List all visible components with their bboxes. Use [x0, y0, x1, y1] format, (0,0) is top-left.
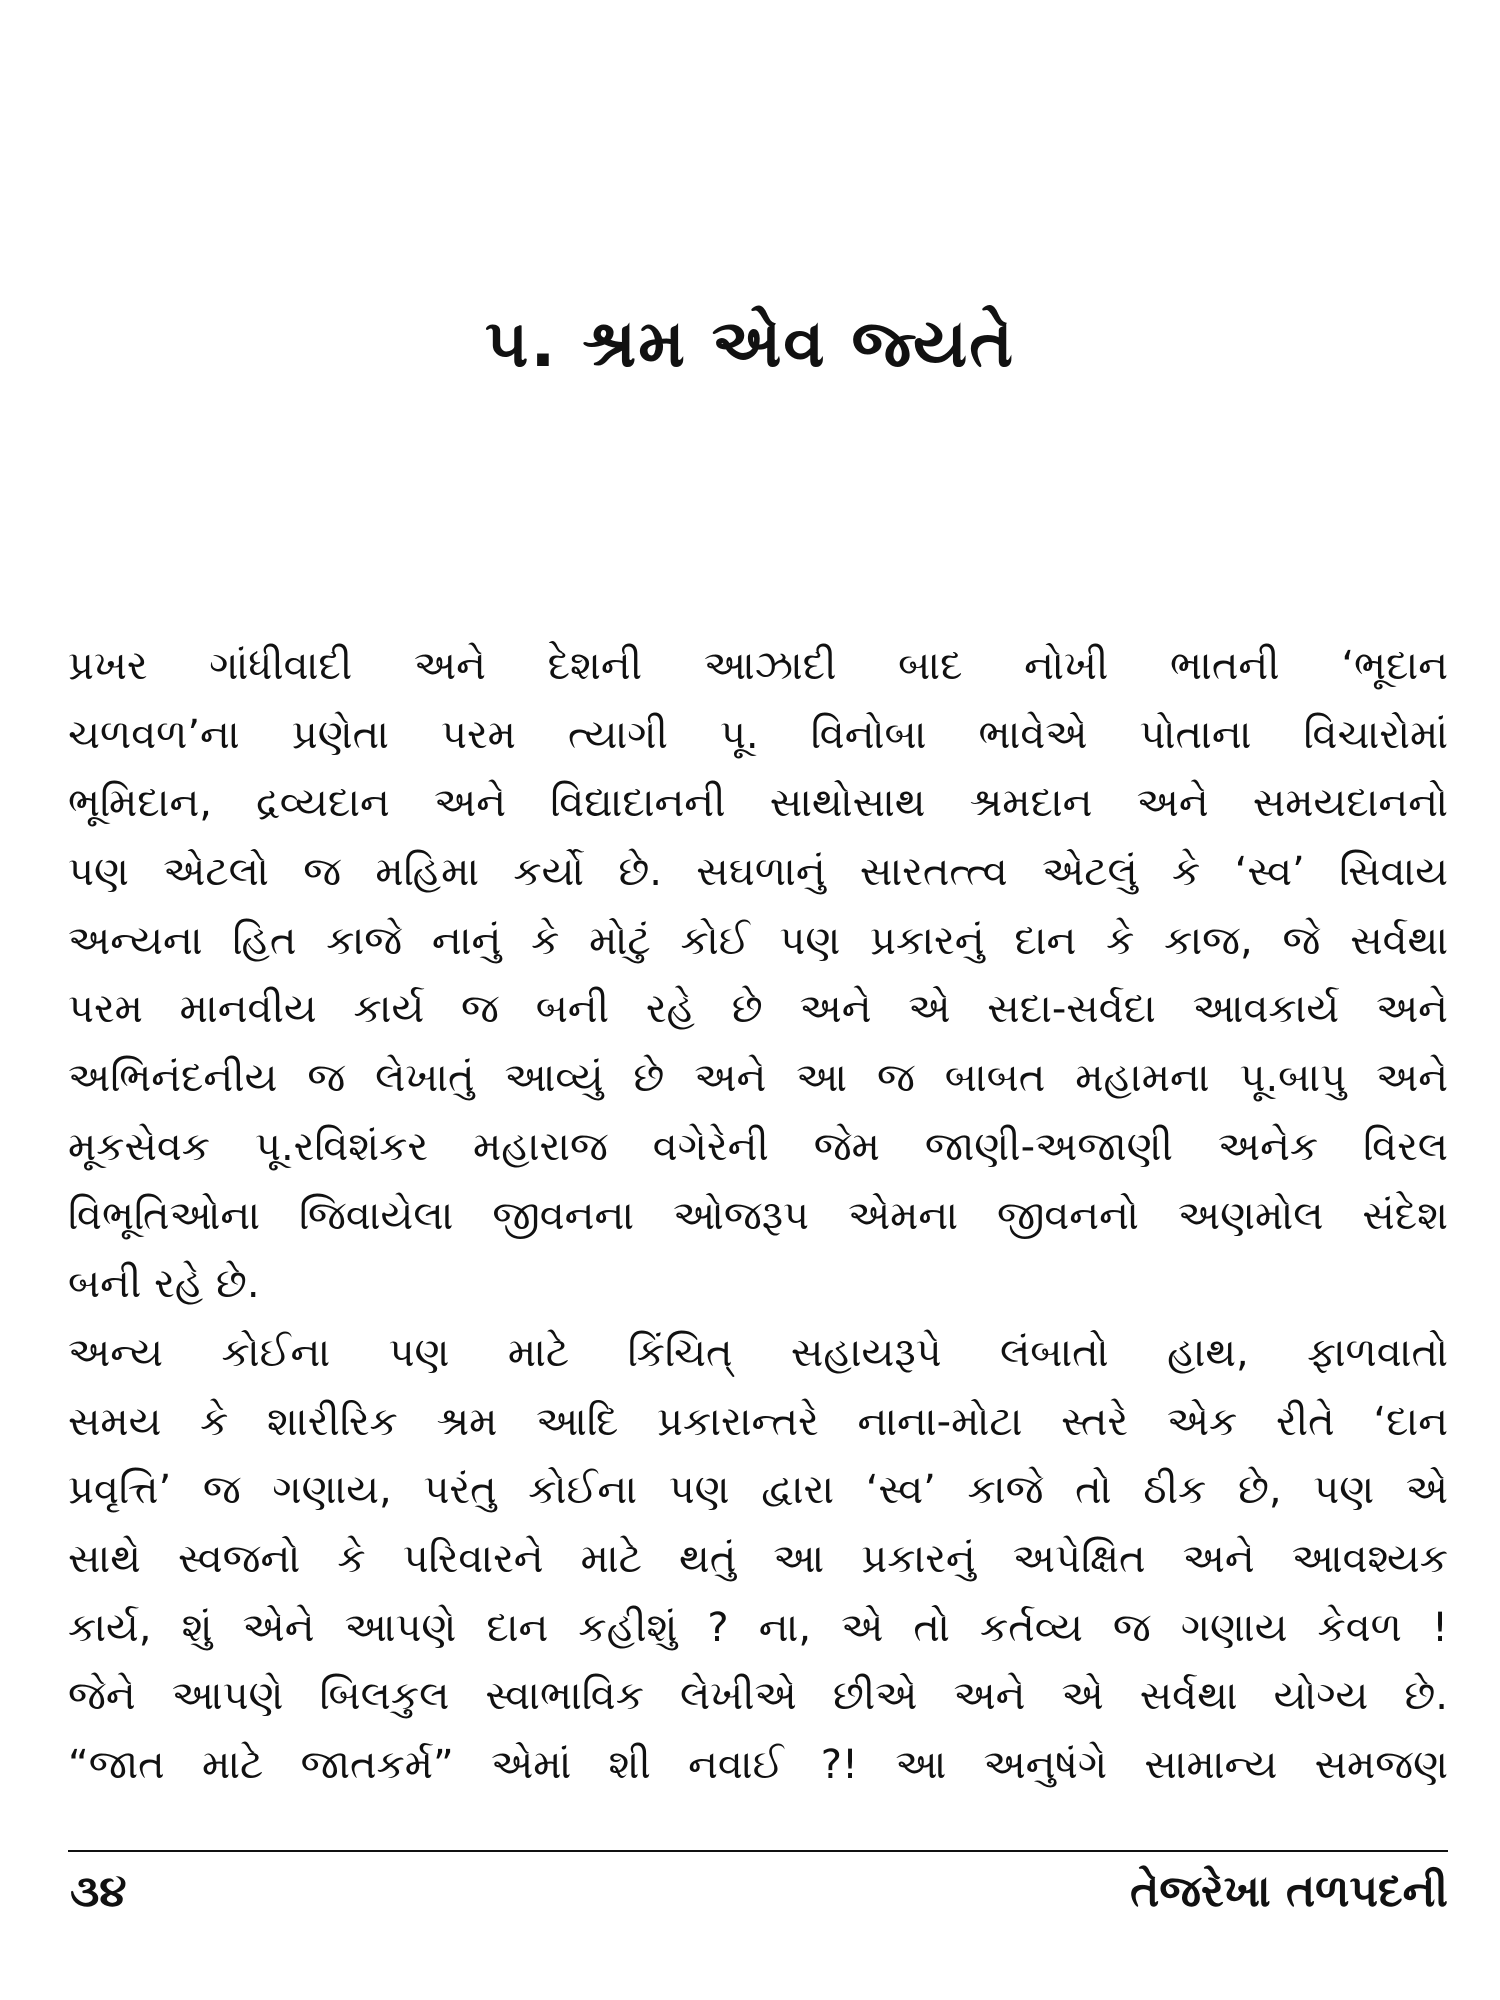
body-line: બની રહે છે.	[68, 1261, 260, 1308]
body-line: અન્ય કોઈના પણ માટે કિંચિત્ સહાયરૂપે લંબાતો હાથ, ફાળવાતો	[68, 1329, 1448, 1376]
body-line: જેને આપણે બિલકુલ સ્વાભાવિક લેખીએ છીએ અને એ સર્વથા યોગ્ય છે.	[68, 1673, 1448, 1720]
body-line: પ્રવૃત્તિ’ જ ગણાય, પરંતુ કોઈના પણ દ્વારા ‘સ્વ’ કાજે તો ઠીક છે, પણ એ	[68, 1467, 1448, 1514]
body-line: અન્યના હિત કાજે નાનું કે મોટું કોઈ પણ પ્રકારનું દાન કે કાજ, જે સર્વથા	[68, 917, 1448, 964]
body-line: વિભૂતિઓના જિવાયેલા જીવનના ઓજરૂપ એમના જીવનનો અણમોલ સંદેશ	[68, 1192, 1448, 1239]
footer-divider	[68, 1850, 1448, 1852]
body-line: ભૂમિદાન, દ્રવ્યદાન અને વિદ્યાદાનની સાથોસાથ શ્રમદાન અને સમયદાનનો	[68, 780, 1448, 827]
body-line: “જાત માટે જાતકર્મ” એમાં શી નવાઈ ?! આ અનુષંગે સામાન્ય સમજણ	[68, 1742, 1448, 1788]
page-number: ૩૪	[70, 1866, 127, 1917]
body-line: સાથે સ્વજનો કે પરિવારને માટે થતું આ પ્રકારનું અપેક્ષિત અને આવશ્યક	[68, 1535, 1448, 1582]
body-line: પણ એટલો જ મહિમા કર્યો છે. સઘળાનું સારતત્ત્વ એટલું કે ‘સ્વ’ સિવાય	[68, 849, 1448, 896]
body-line: સમય કે શારીરિક શ્રમ આદિ પ્રકારાન્તરે નાના-મોટા સ્તરે એક રીતે ‘દાન	[68, 1398, 1448, 1445]
body-line: કાર્ય, શું એને આપણે દાન કહીશું ? ના, એ તો કર્તવ્ય જ ગણાય કેવળ !	[68, 1604, 1448, 1651]
body-line: ચળવળ’ના પ્રણેતા પરમ ત્યાગી પૂ. વિનોબા ભાવેએ પોતાના વિચારોમાં	[68, 711, 1448, 758]
body-line: મૂકસેવક પૂ.રવિશંકર મહારાજ વગેરેની જેમ જાણી-અજાણી અનેક વિરલ	[68, 1123, 1448, 1170]
body-line: પ્રખર ગાંધીવાદી અને દેશની આઝાદી બાદ નોખી ભાતની ‘ભૂદાન	[68, 643, 1448, 689]
running-title: તેજરેખા તળપદની	[1130, 1866, 1448, 1917]
body-line: અભિનંદનીય જ લેખાતું આવ્યું છે અને આ જ બાબત મહામના પૂ.બાપુ અને	[68, 1055, 1448, 1102]
body-text	[68, 632, 1448, 1800]
chapter-title: ૫. શ્રમ એવ જ્યતે	[485, 305, 1015, 382]
body-line: પરમ માનવીય કાર્ય જ બની રહે છે અને એ સદા-સર્વદા આવકાર્ય અને	[68, 986, 1448, 1033]
